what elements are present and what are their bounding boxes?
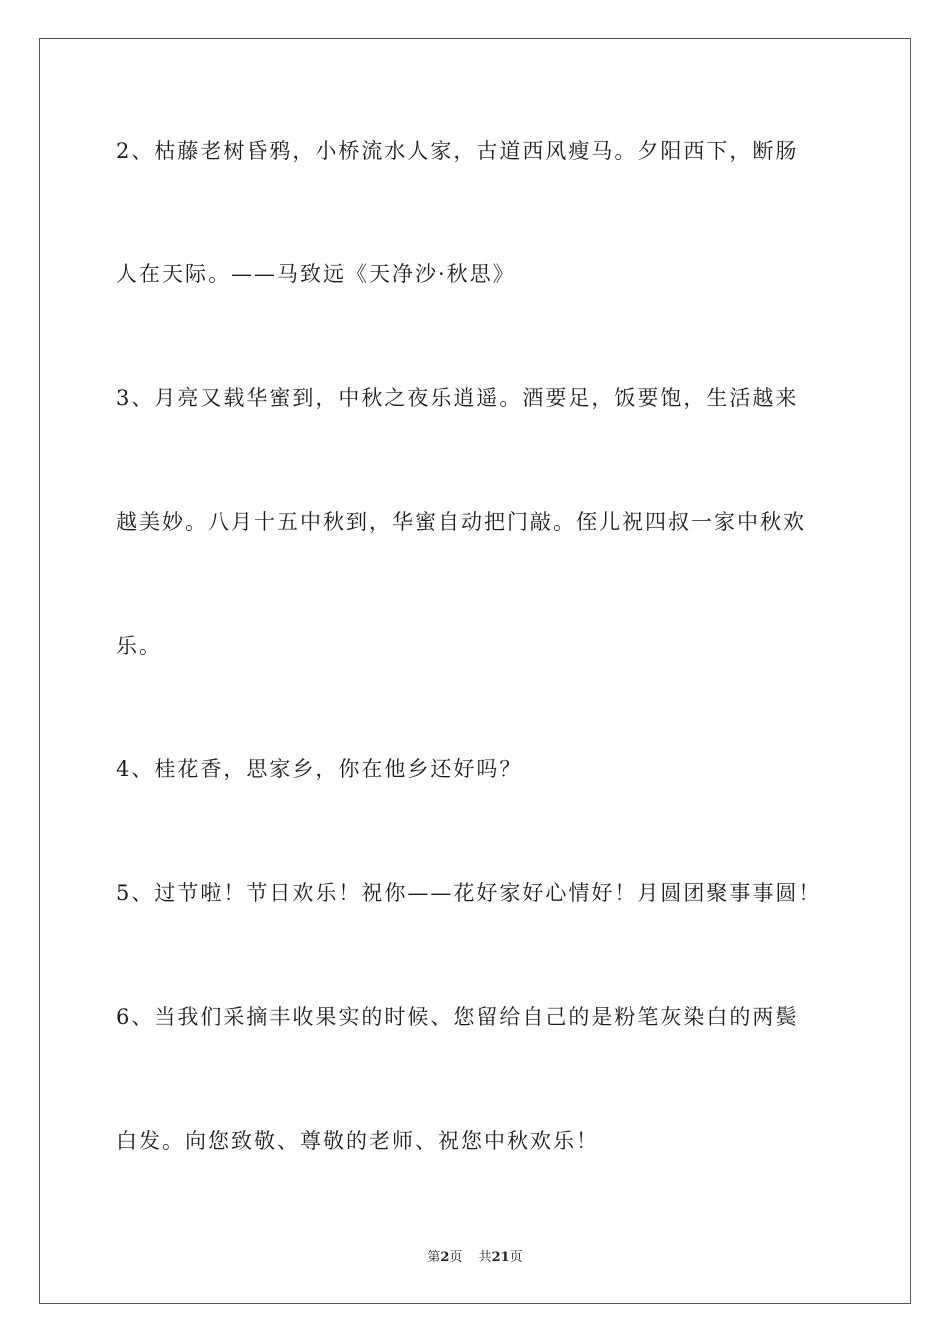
text-line: 5、过节啦！节日欢乐！祝你——花好家好心情好！月圆团聚事事圆！ xyxy=(116,881,822,905)
text-line: 2、枯藤老树昏鸦，小桥流水人家，古道西风瘦马。夕阳西下，断肠 xyxy=(116,139,799,163)
page-indicator: 第2页 xyxy=(427,1250,463,1265)
total-pages: 共21页 xyxy=(478,1250,523,1265)
page-border xyxy=(39,38,911,1304)
text-line: 白发。向您致敬、尊敬的老师、祝您中秋欢乐！ xyxy=(116,1129,599,1153)
text-line: 3、月亮又载华蜜到，中秋之夜乐逍遥。酒要足，饭要饱，生活越来 xyxy=(116,386,799,410)
text-line: 越美妙。八月十五中秋到，华蜜自动把门敲。侄儿祝四叔一家中秋欢 xyxy=(116,510,806,534)
text-line: 4、桂花香，思家乡，你在他乡还好吗？ xyxy=(116,757,523,781)
text-line: 6、当我们采摘丰收果实的时候、您留给自己的是粉笔灰染白的两鬓 xyxy=(116,1005,799,1029)
page-footer xyxy=(0,1246,950,1265)
text-line: 乐。 xyxy=(116,634,162,658)
text-line: 人在天际。——马致远《天净沙·秋思》 xyxy=(116,262,516,286)
